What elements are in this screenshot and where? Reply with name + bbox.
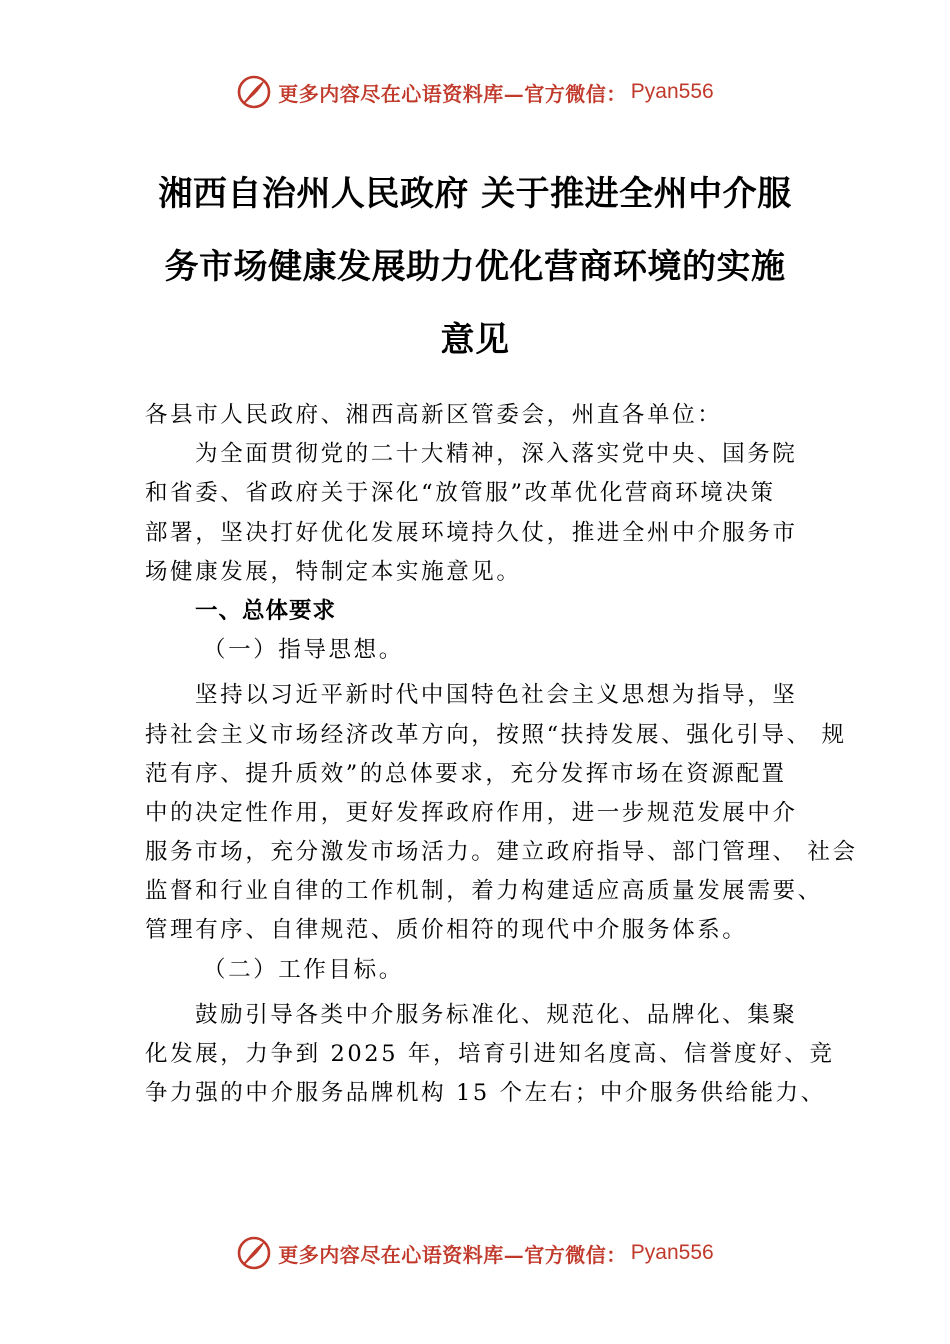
document-title	[140, 158, 810, 377]
paragraph-line: 服务市场，充分激发市场活力。建立政府指导、部门管理、 社会	[145, 839, 858, 866]
document-body	[145, 396, 858, 1113]
paragraph-line: 管理有序、自律规范、质价相符的现代中介服务体系。	[145, 917, 748, 944]
title-line: 务市场健康发展助力优化营商环境的实施	[164, 247, 786, 287]
paragraph-line: 中的决定性作用，更好发挥政府作用，进一步规范发展中介	[145, 799, 798, 826]
subsection-heading: （二）工作目标。	[203, 956, 404, 983]
paragraph-line: 为全面贯彻党的二十大精神，深入落实党中央、国务院	[195, 441, 798, 468]
title-line: 湘西自治州人民政府 关于推进全州中介服	[158, 174, 792, 214]
watermark-wechat-id: Pyan556	[630, 80, 714, 103]
paragraph-line: 和省委、省政府关于深化“放管服”改革优化营商环境决策	[145, 480, 776, 507]
paragraph-line: 化发展，力争到 2025 年，培育引进知名度高、信誉度好、竞	[145, 1041, 835, 1067]
title-line: 意见	[440, 320, 510, 360]
header-watermark	[0, 70, 950, 114]
watermark-text: 更多内容尽在心语资料库—官方微信：	[278, 81, 627, 106]
quill-logo-icon	[236, 1235, 272, 1271]
paragraph-line: 争力强的中介服务品牌机构 15 个左右；中介服务供给能力、	[145, 1080, 826, 1107]
paragraph-line: 坚持以习近平新时代中国特色社会主义思想为指导，坚	[195, 682, 798, 709]
watermark-text: 更多内容尽在心语资料库—官方微信：	[278, 1242, 627, 1267]
paragraph-line: 范有序、提升质效”的总体要求，充分发挥市场在资源配置	[145, 760, 787, 787]
subsection-heading: （一）指导思想。	[203, 637, 404, 664]
watermark-wechat-id: Pyan556	[630, 1241, 714, 1264]
footer-watermark	[0, 1231, 950, 1275]
paragraph-line: 监督和行业自律的工作机制，着力构建适应高质量发展需要、	[145, 878, 823, 905]
paragraph-line: 场健康发展，特制定本实施意见。	[145, 558, 522, 585]
addressee: 各县市人民政府、湘西高新区管委会，州直各单位：	[145, 402, 723, 428]
paragraph-line: 部署，坚决打好优化发展环境持久仗，推进全州中介服务市	[145, 519, 798, 546]
paragraph-line: 持社会主义市场经济改革方向，按照“扶持发展、强化引导、 规	[145, 721, 847, 748]
paragraph-line: 鼓励引导各类中介服务标准化、规范化、品牌化、集聚	[195, 1001, 798, 1028]
quill-logo-icon	[236, 74, 272, 110]
section-heading: 一、总体要求	[195, 597, 337, 624]
